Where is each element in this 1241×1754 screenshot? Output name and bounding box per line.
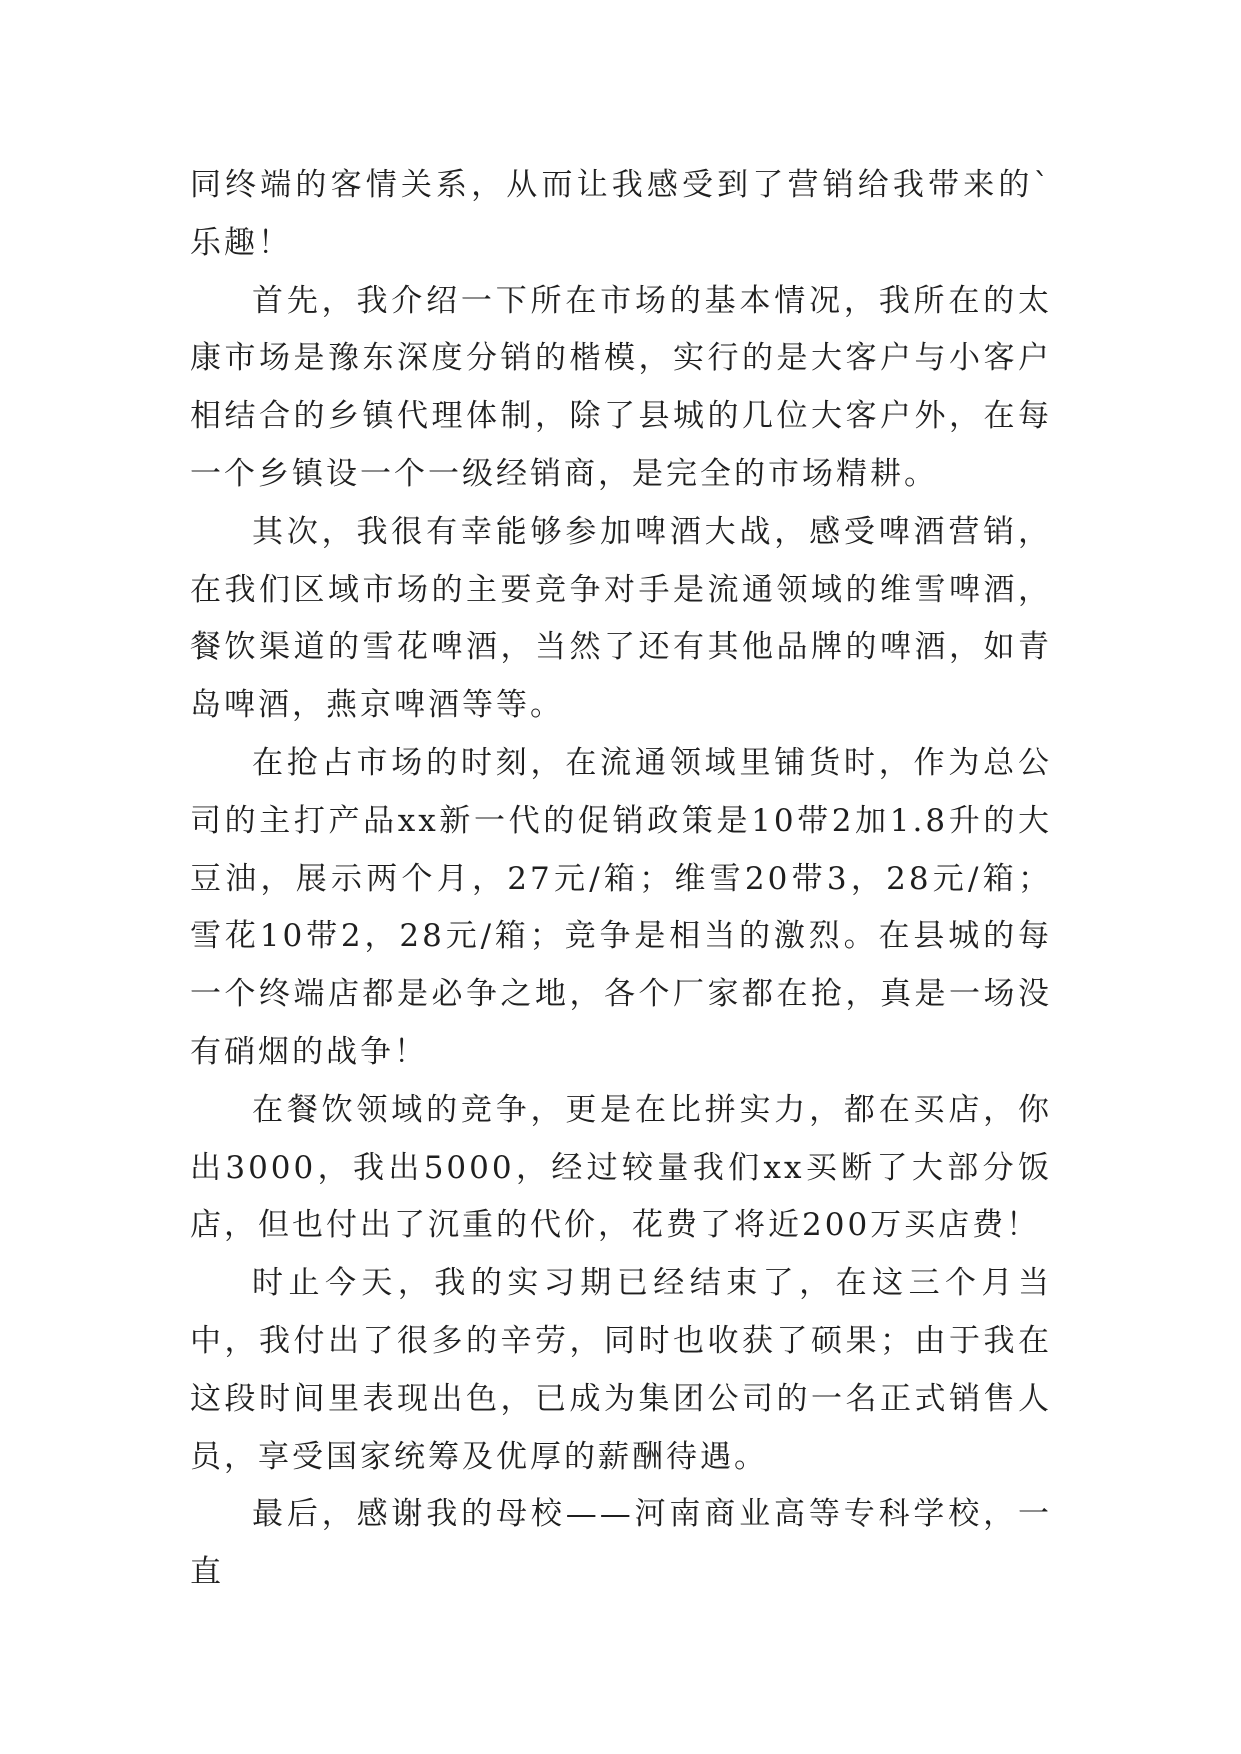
paragraph-acknowledgement: 最后，感谢我的母校——河南商业高等专科学校，一直 bbox=[190, 1496, 1052, 1591]
paragraph-continuation: 同终端的客情关系，从而让我感受到了营销给我带来的`乐趣！ bbox=[190, 167, 1052, 261]
paragraph-market-overview: 首先，我介绍一下所在市场的基本情况，我所在的太康市场是豫东深度分销的楷模，实行的是大客户与小客户相结合的乡镇代理体制，除了县城的几位大客户外，在每一个乡镇设一个一级经销商，是完全的市场精耕。 bbox=[190, 282, 1052, 492]
paragraph-beer-competition: 其次，我很有幸能够参加啤酒大战，感受啤酒营销，在我们区域市场的主要竞争对手是流通领域的维雪啤酒，餐饮渠道的雪花啤酒，当然了还有其他品牌的啤酒，如青岛啤酒，燕京啤酒等等。 bbox=[190, 513, 1052, 724]
document-body bbox=[190, 157, 1052, 1602]
paragraph-catering-competition: 在餐饮领域的竞争，更是在比拼实力，都在买店，你出3000，我出5000，经过较量我们xx买断了大部分饭店，但也付出了沉重的代价，花费了将近200万买店费！ bbox=[190, 1091, 1052, 1244]
paragraph-distribution-policy: 在抢占市场的时刻，在流通领域里铺货时，作为总公司的主打产品xx新一代的促销政策是10带2加1.8升的大豆油，展示两个月，27元/箱；维雪20带3，28元/箱；雪花10带2，28元/箱；竞争是相当的激烈。在县城的每一个终端店都是必争之地，各个厂家都在抢，真是一场没有硝烟的战争！ bbox=[190, 744, 1052, 1070]
paragraph-internship-result: 时止今天，我的实习期已经结束了，在这三个月当中，我付出了很多的辛劳，同时也收获了硕果；由于我在这段时间里表现出色，已成为集团公司的一名正式销售人员，享受国家统筹及优厚的薪酬待遇。 bbox=[190, 1265, 1052, 1475]
